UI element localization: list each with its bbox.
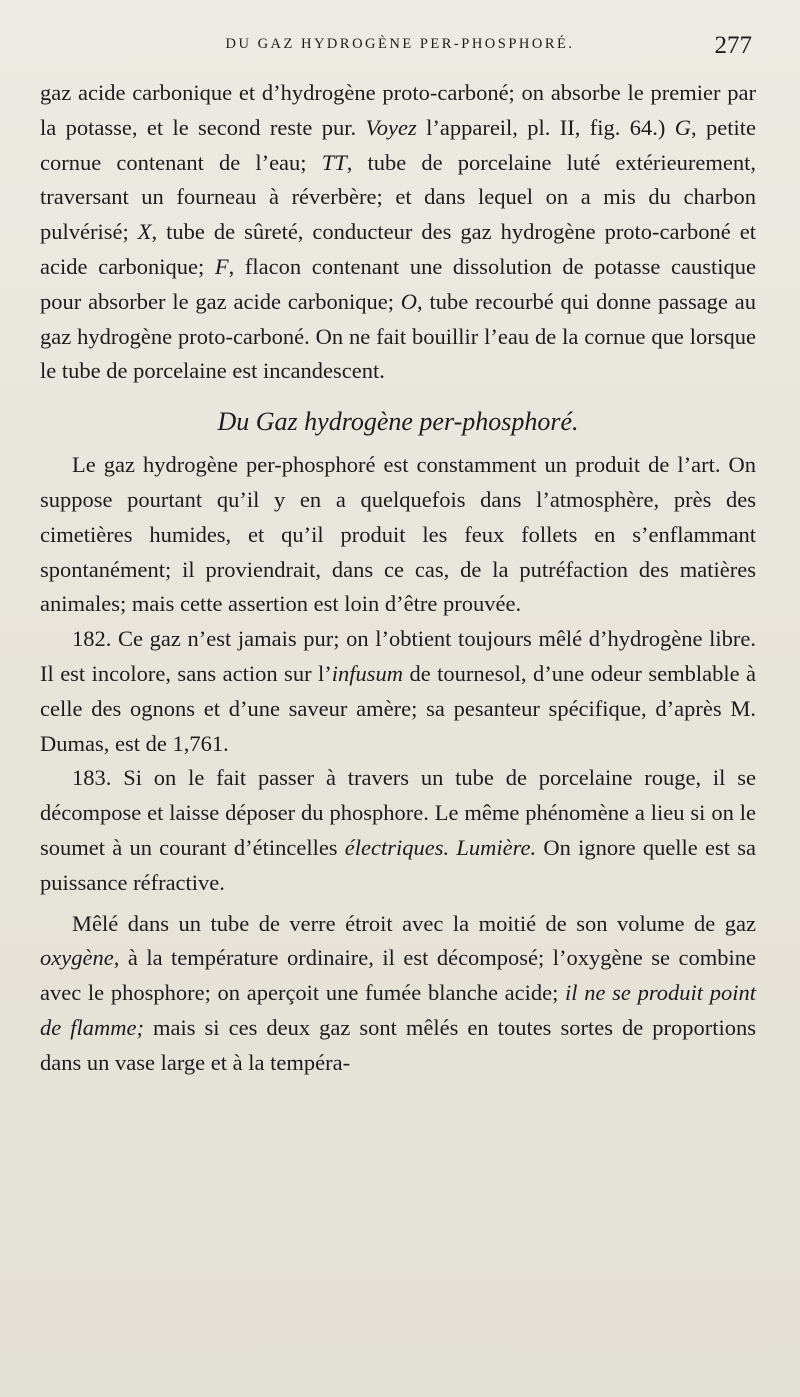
paragraph-number: 183. bbox=[72, 765, 112, 791]
running-head: DU GAZ HYDROGÈNE PER-PHOSPHORÉ. bbox=[225, 36, 575, 52]
page-header bbox=[40, 32, 760, 70]
section-title: Du Gaz hydrogène per-phosphoré. bbox=[217, 407, 579, 437]
paragraph-182: 182. Ce gaz n’est jamais pur; on l’obtient toujours mêlé d’hydrogène libre. Il est incolore, sans action sur l’infusum de tournesol, d’une odeur semblable à celle des ognons et d’une saveur amère; sa pesanteur spécifique, d’après M. Dumas, est de 1,761. bbox=[40, 626, 756, 756]
paragraph-number: 182. bbox=[72, 626, 112, 652]
paragraph-apparatus-description: gaz acide carbonique et d’hydrogène proto-carboné; on absorbe le premier par la potasse, et le second reste pur. Voyez l’appareil, pl. II, fig. 64.) G, petite cornue contenant de l’eau; TT, tube de porcelaine luté extérieurement, traversant un fourneau à réverbère; et dans lequel on a mis du charbon pulvérisé; X, tube de sûreté, conducteur des gaz hydrogène proto-carboné et acide carbonique; F, flacon contenant une dissolution de potasse caustique pour absorber le gaz acide carbonique; O, tube recourbé qui donne passage au gaz hydrogène proto-carboné. On ne fait bouillir l’eau de la cornue que lorsque le tube de porcelaine est incandescent. bbox=[40, 80, 757, 384]
page-body bbox=[40, 76, 756, 1081]
paragraph-183: 183. Si on le fait passer à travers un tube de porcelaine rouge, il se décompose et laisse déposer du phosphore. Le même phénomène a lieu si on le soumet à un courant d’étincelles électriques. Lumière. On ignore quelle est sa puissance réfractive. bbox=[40, 765, 756, 895]
page-number: 277 bbox=[714, 32, 752, 59]
paragraph-oxygen-mixture: Mêlé dans un tube de verre étroit avec la moitié de son volume de gaz oxygène, à la température ordinaire, il est décomposé; l’oxygène se combine avec le phosphore; on aperçoit une fumée blanche acide; il ne se produit point de flamme; mais si ces deux gaz sont mêlés en toutes sortes de proportions dans un vase large et à la tempéra- bbox=[40, 910, 756, 1075]
paragraph-introduction: Le gaz hydrogène per-phosphoré est constamment un produit de l’art. On suppose pourtant qu’il y en a quelquefois dans l’atmosphère, près des cimetières humides, et qu’il produit les feux follets en s’enflammant spontanément; il proviendrait, dans ce cas, de la putréfaction des matières animales; mais cette assertion est loin d’être prouvée. bbox=[40, 452, 756, 617]
